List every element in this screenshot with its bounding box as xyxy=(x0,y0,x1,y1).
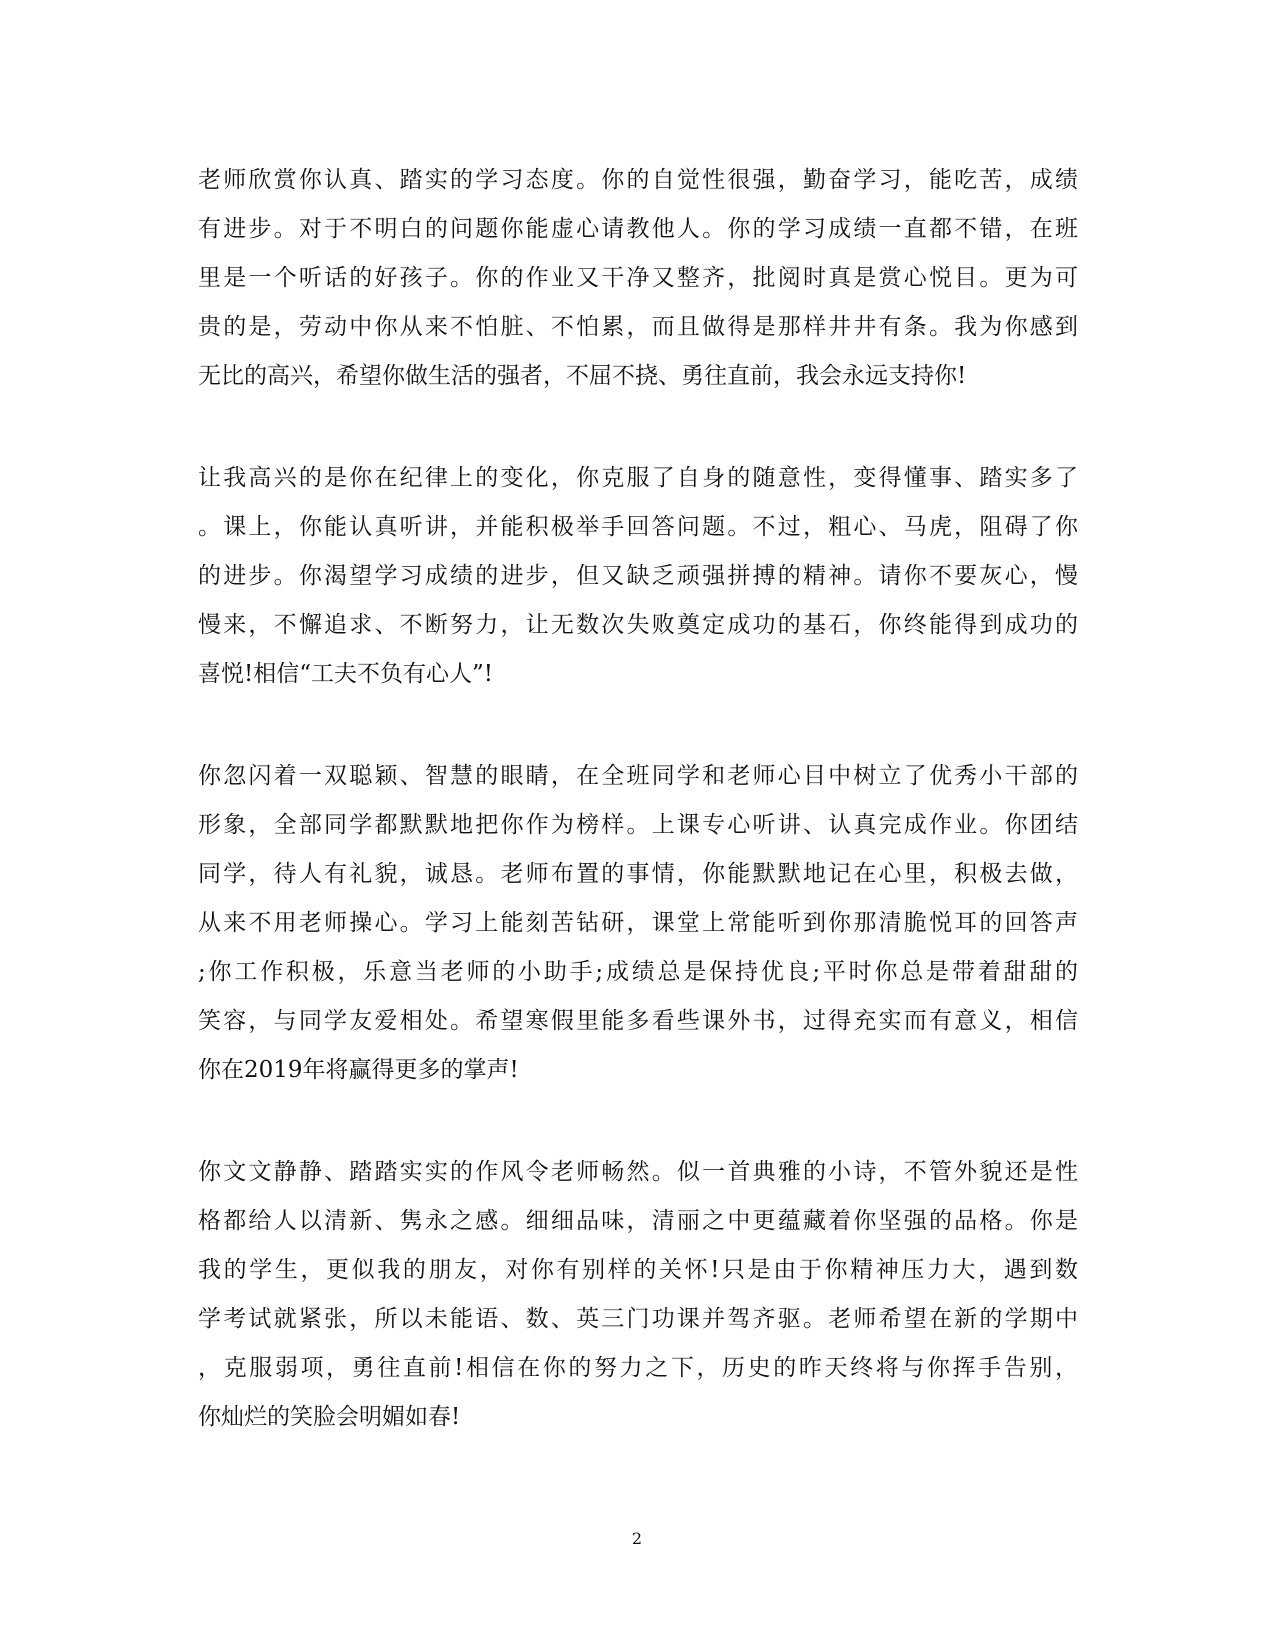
text-line: 喜悦!相信“工夫不负有心人”! xyxy=(198,661,494,687)
text-line: 你文文静静、踏踏实实的作风令老师畅然。似一首典雅的小诗，不管外貌还是性 xyxy=(198,1159,1078,1185)
text-line: 无比的高兴，希望你做生活的强者，不屈不挠、勇往直前，我会永远支持你! xyxy=(198,363,967,389)
text-line: 你灿烂的笑脸会明媚如春! xyxy=(198,1404,461,1430)
paragraph-4 xyxy=(198,1148,1078,1442)
text-line: 你在2019年将赢得更多的掌声! xyxy=(198,1057,519,1083)
text-line: 形象，全部同学都默默地把你作为榜样。上课专心听讲、认真完成作业。你团结 xyxy=(198,812,1078,838)
text-line: 的进步。你渴望学习成绩的进步，但又缺乏顽强拼搏的精神。请你不要灰心，慢 xyxy=(198,563,1078,589)
paragraph-1 xyxy=(198,156,1078,401)
text-line: 我的学生，更似我的朋友，对你有别样的关怀!只是由于你精神压力大，遇到数 xyxy=(198,1257,1078,1283)
text-line: 里是一个听话的好孩子。你的作业又干净又整齐，批阅时真是赏心悦目。更为可 xyxy=(198,265,1078,291)
page-number: 2 xyxy=(631,1529,643,1548)
text-line: 老师欣赏你认真、踏实的学习态度。你的自觉性很强，勤奋学习，能吃苦，成绩 xyxy=(198,167,1078,193)
text-line: 笑容，与同学友爱相处。希望寒假里能多看些课外书，过得充实而有意义，相信 xyxy=(198,1008,1078,1034)
text-line: 。课上，你能认真听讲，并能积极举手回答问题。不过，粗心、马虎，阻碍了你 xyxy=(198,514,1078,540)
text-line: 同学，待人有礼貌，诚恳。老师布置的事情，你能默默地记在心里，积极去做， xyxy=(198,861,1078,887)
text-line: ，克服弱项，勇往直前!相信在你的努力之下，历史的昨天终将与你挥手告别， xyxy=(198,1355,1078,1381)
text-line: 格都给人以清新、隽永之感。细细品味，清丽之中更蕴藏着你坚强的品格。你是 xyxy=(198,1208,1078,1234)
paragraph-3 xyxy=(198,752,1078,1095)
text-line: 贵的是，劳动中你从来不怕脏、不怕累，而且做得是那样井井有条。我为你感到 xyxy=(198,314,1078,340)
text-line: 有进步。对于不明白的问题你能虚心请教他人。你的学习成绩一直都不错，在班 xyxy=(198,216,1078,242)
text-line: ;你工作积极，乐意当老师的小助手;成绩总是保持优良;平时你总是带着甜甜的 xyxy=(198,959,1078,985)
text-line: 你忽闪着一双聪颖、智慧的眼睛，在全班同学和老师心目中树立了优秀小干部的 xyxy=(198,763,1078,789)
text-line: 从来不用老师操心。学习上能刻苦钻研，课堂上常能听到你那清脆悦耳的回答声 xyxy=(198,910,1078,936)
text-line: 学考试就紧张，所以未能语、数、英三门功课并驾齐驱。老师希望在新的学期中 xyxy=(198,1306,1078,1332)
paragraph-2 xyxy=(198,454,1078,699)
text-line: 让我高兴的是你在纪律上的变化，你克服了自身的随意性，变得懂事、踏实多了 xyxy=(198,465,1078,491)
text-line: 慢来，不懈追求、不断努力，让无数次失败奠定成功的基石，你终能得到成功的 xyxy=(198,612,1078,638)
document-body xyxy=(198,156,1078,1495)
